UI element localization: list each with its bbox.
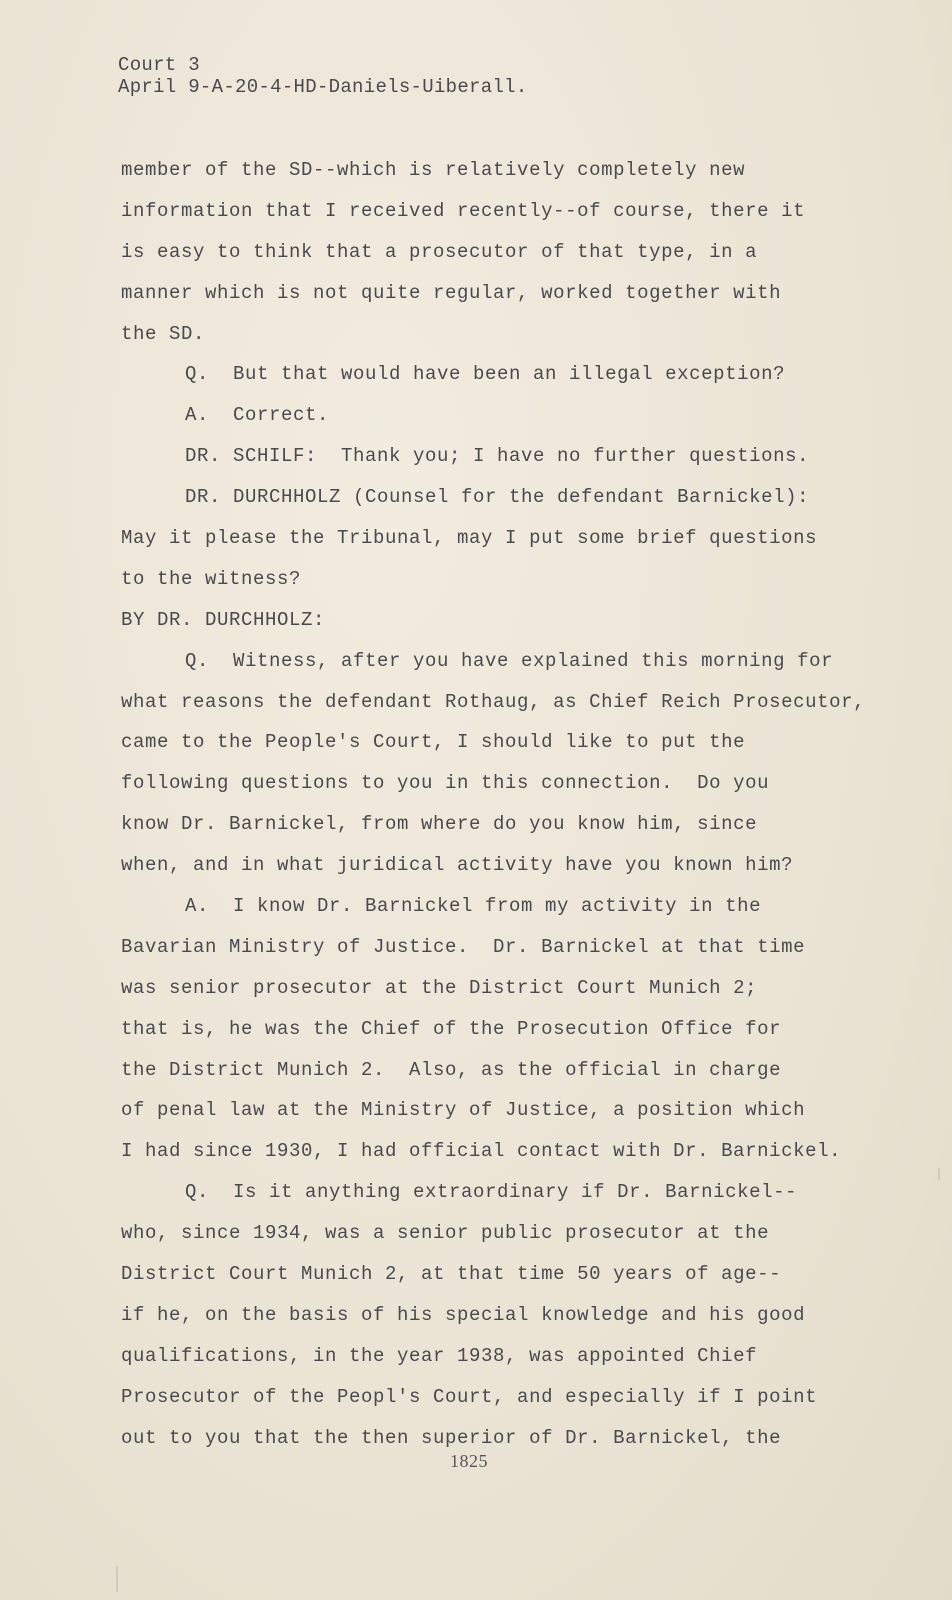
header-court: Court 3 xyxy=(118,54,200,76)
transcript-line: when, and in what juridical activity have you known him? xyxy=(121,854,794,877)
transcript-line: A. I know Dr. Barnickel from my activity in the xyxy=(185,895,762,918)
transcript-line: came to the People's Court, I should like to put the xyxy=(121,731,746,754)
transcript-line: information that I received recently--of course, there it xyxy=(121,199,806,222)
paper-mark xyxy=(938,1168,940,1180)
transcript-line: who, since 1934, was a senior public prosecutor at the xyxy=(121,1222,770,1245)
transcript-line: May it please the Tribunal, may I put some brief questions xyxy=(121,527,818,550)
transcript-line: BY DR. DURCHHOLZ: xyxy=(121,608,326,631)
transcript-line: qualifications, in the year 1938, was appointed Chief xyxy=(121,1344,758,1367)
transcript-line: Q. But that would have been an illegal exception? xyxy=(185,363,786,386)
transcript-line: DR. DURCHHOLZ (Counsel for the defendant Barnickel): xyxy=(185,486,810,509)
page-header xyxy=(118,54,528,98)
transcript-line: Q. Is it anything extraordinary if Dr. Barnickel-- xyxy=(185,1181,798,1204)
transcript-line: is easy to think that a prosecutor of that type, in a xyxy=(121,240,758,263)
transcript-line: if he, on the basis of his special knowledge and his good xyxy=(121,1303,806,1326)
transcript-line: Q. Witness, after you have explained this morning for xyxy=(185,649,834,672)
transcript-line: A. Correct. xyxy=(185,404,330,427)
transcript-line: I had since 1930, I had official contact with Dr. Barnickel. xyxy=(121,1140,842,1163)
transcript-line: was senior prosecutor at the District Court Munich 2; xyxy=(121,976,758,999)
transcript-line: that is, he was the Chief of the Prosecution Office for xyxy=(121,1017,782,1040)
header-session-id: April 9-A-20-4-HD-Daniels-Uiberall. xyxy=(118,76,528,98)
transcript-body xyxy=(121,150,921,1459)
transcript-line: manner which is not quite regular, worked together with xyxy=(121,281,782,304)
transcript-line: out to you that the then superior of Dr. Barnickel, the xyxy=(121,1426,782,1449)
transcript-line: member of the SD--which is relatively completely new xyxy=(121,159,746,181)
transcript-line: of penal law at the Ministry of Justice, a position which xyxy=(121,1099,806,1122)
transcript-line: the SD. xyxy=(121,322,206,345)
transcript-line: the District Munich 2. Also, as the official in charge xyxy=(121,1058,782,1081)
paper-mark xyxy=(116,1566,118,1592)
transcript-line: Bavarian Ministry of Justice. Dr. Barnickel at that time xyxy=(121,935,806,958)
page-number: 1825 xyxy=(450,1451,488,1471)
transcript-line: to the witness? xyxy=(121,567,302,590)
transcript-line: District Court Munich 2, at that time 50 years of age-- xyxy=(121,1263,782,1286)
transcript-line: DR. SCHILF: Thank you; I have no further questions. xyxy=(185,445,810,468)
transcript-line: know Dr. Barnickel, from where do you know him, since xyxy=(121,813,758,836)
transcript-line: Prosecutor of the Peopl's Court, and especially if I point xyxy=(121,1385,818,1408)
transcript-line: what reasons the defendant Rothaug, as Chief Reich Prosecutor, xyxy=(121,690,866,713)
transcript-line: following questions to you in this connection. Do you xyxy=(121,772,770,795)
